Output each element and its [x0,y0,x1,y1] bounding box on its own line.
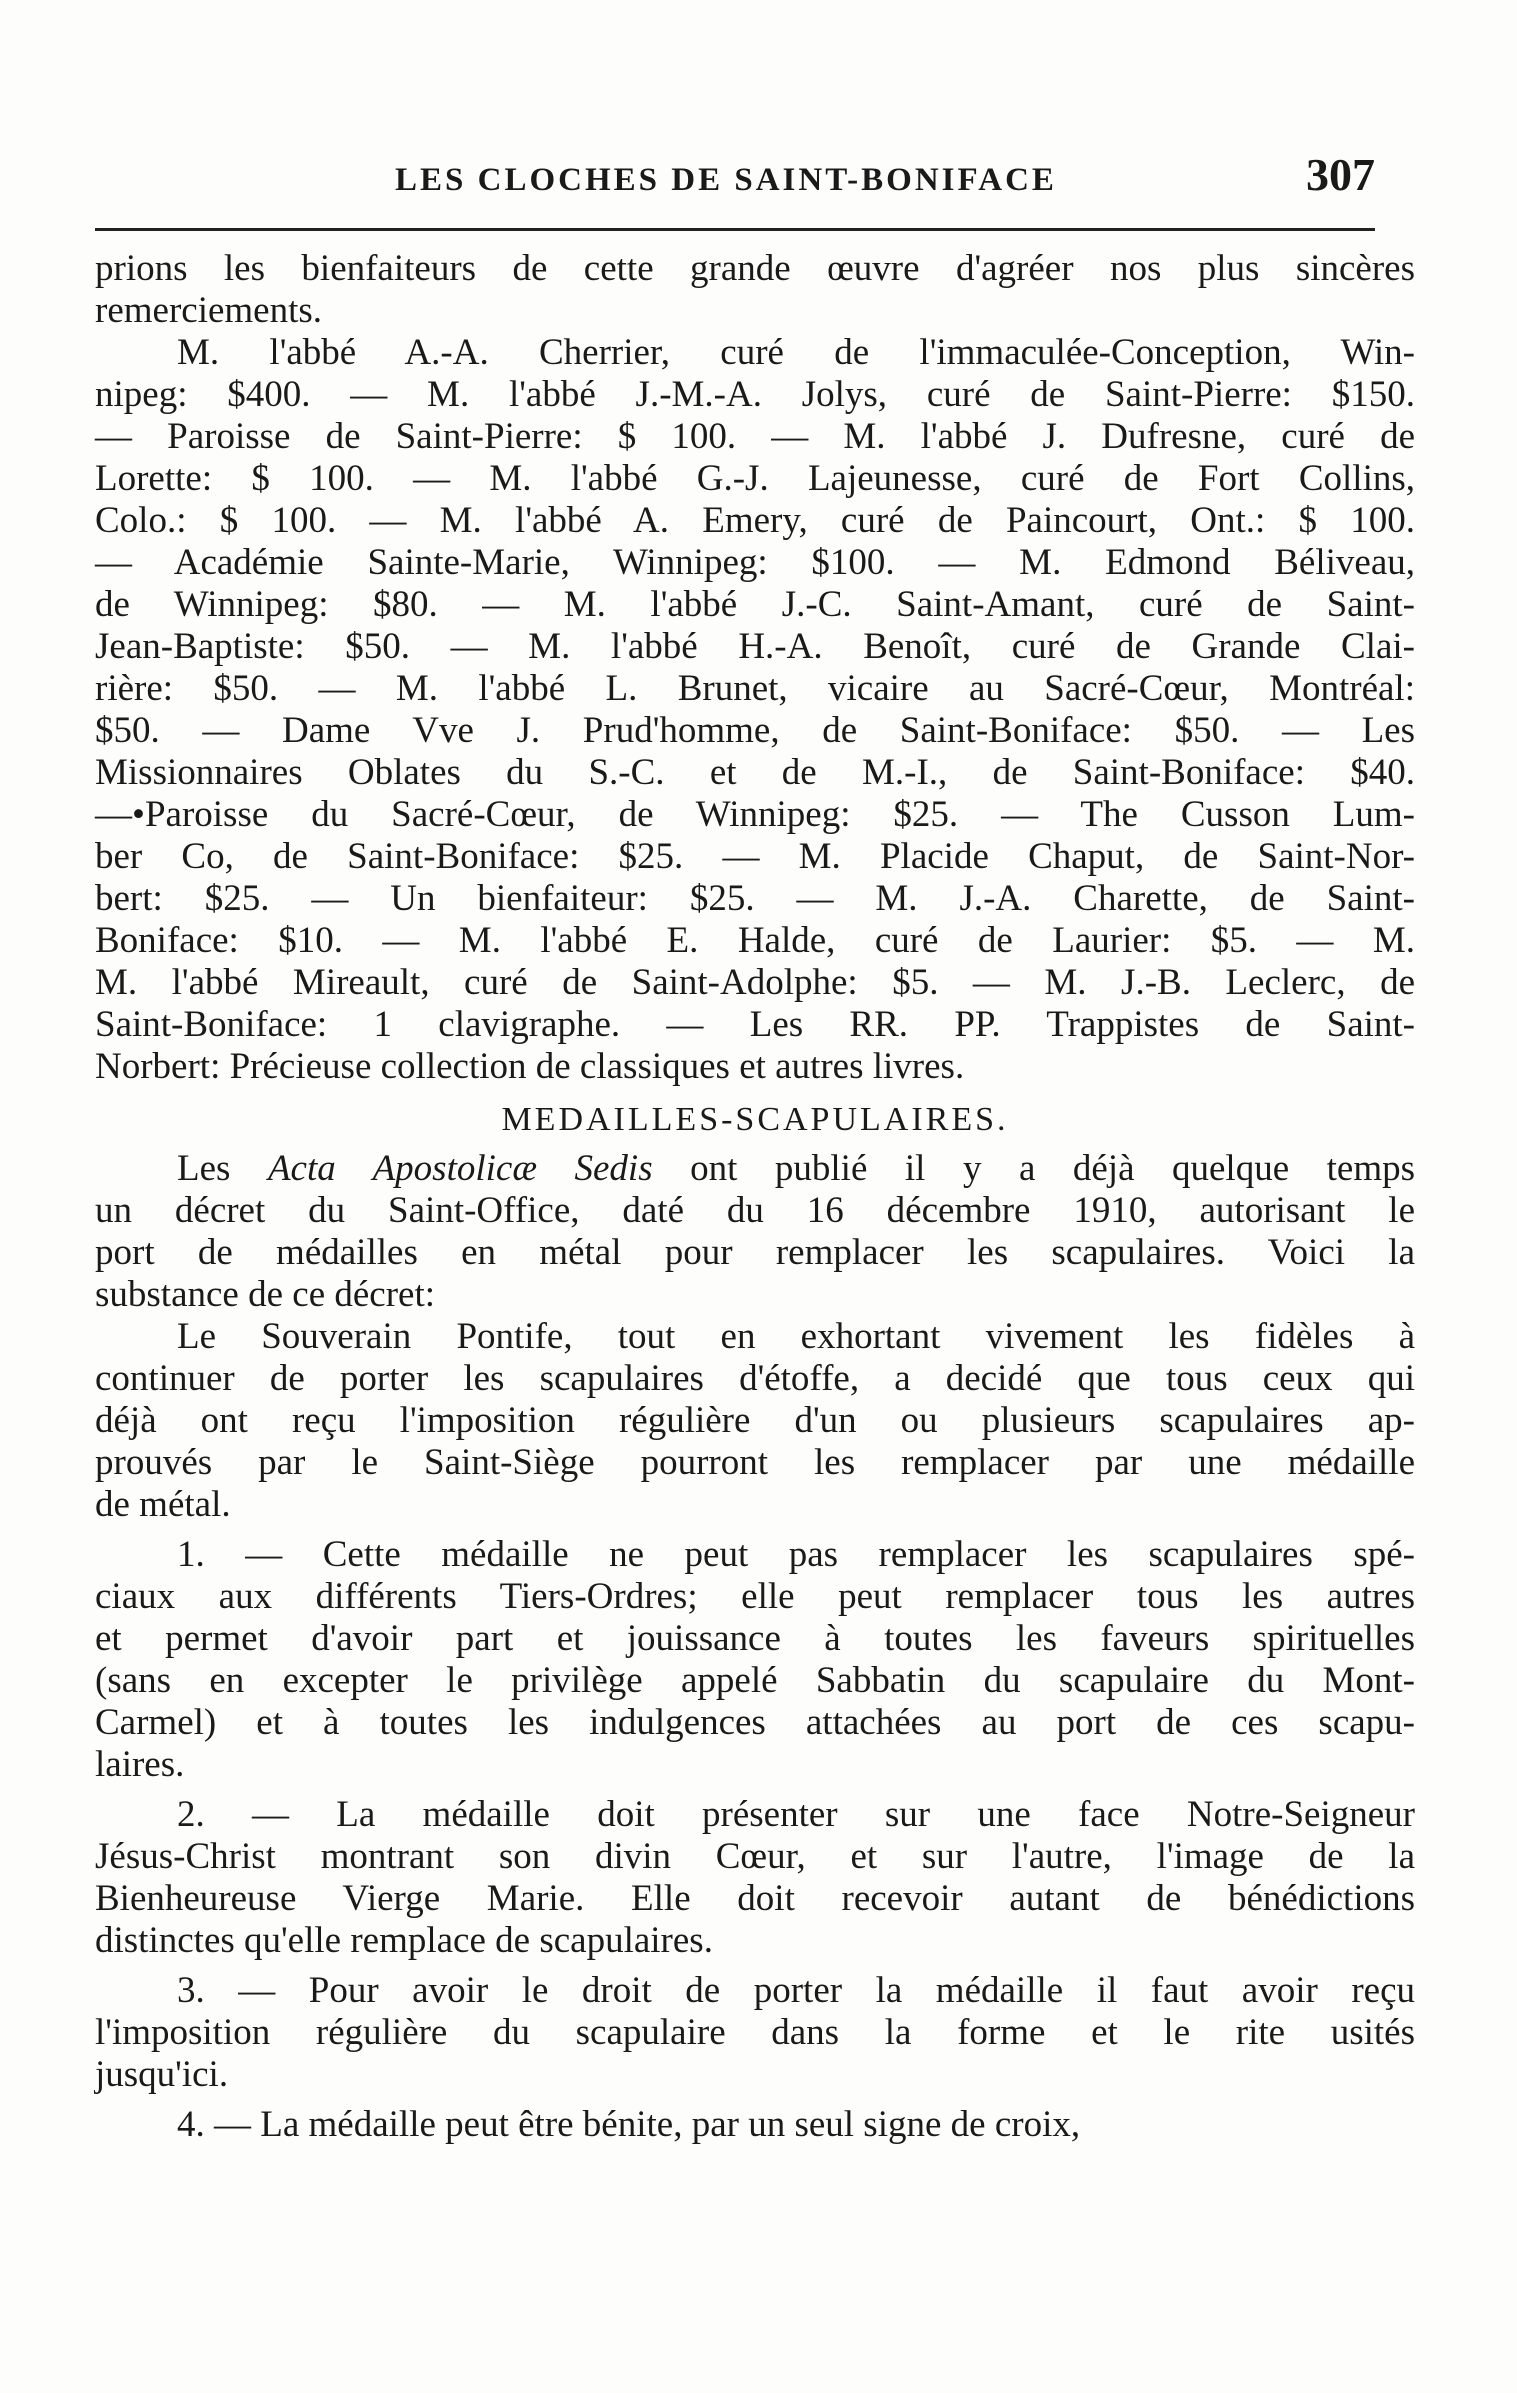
text-line: de métal. [95,1484,231,1525]
text-line: remerciements. [95,290,323,331]
text-line: $50. — Dame Vve J. Prud'homme, de Saint-Boniface: $50. — Les [95,710,1415,751]
text-line: M. l'abbé A.-A. Cherrier, curé de l'immaculée-Conception, Win- [177,332,1415,373]
text-line: laires. [95,1744,185,1785]
text-line: substance de ce décret: [95,1274,436,1315]
text-line: l'imposition régulière du scapulaire dans la forme et le rite usités [95,2012,1415,2053]
text-line: Jésus-Christ montrant son divin Cœur, et sur l'autre, l'image de la [95,1836,1415,1877]
text-line: prions les bienfaiteurs de cette grande œuvre d'agréer nos plus sincères [95,248,1415,289]
text-line: continuer de porter les scapulaires d'étoffe, a decidé que tous ceux qui [95,1358,1415,1399]
text-line: (sans en excepter le privilège appelé Sabbatin du scapulaire du Mont- [95,1660,1415,1701]
intro-text: ont publié il y a déjà quelque temps [652,1148,1415,1189]
header-rule [95,228,1375,231]
section-heading: MEDAILLES-SCAPULAIRES. [501,1101,1009,1138]
text-line: bert: $25. — Un bienfaiteur: $25. — M. J.-A. Charette, de Saint- [95,878,1415,919]
running-head [95,148,1375,218]
text-line: port de médailles en métal pour remplacer les scapulaires. Voici la [95,1232,1415,1273]
text-line: prouvés par le Saint-Siège pourront les remplacer par une médaille [95,1442,1415,1483]
text-line: 1. — Cette médaille ne peut pas remplacer les scapulaires spé- [177,1534,1415,1575]
text-line: déjà ont reçu l'imposition régulière d'un ou plusieurs scapulaires ap- [95,1400,1415,1441]
text-line: Saint-Boniface: 1 clavigraphe. — Les RR. PP. Trappistes de Saint- [95,1004,1415,1045]
text-line: — Académie Sainte-Marie, Winnipeg: $100. — M. Edmond Béliveau, [95,542,1415,583]
text-line: Norbert: Précieuse collection de classiques et autres livres. [95,1046,965,1087]
publication-title: Acta Apostolicæ Sedis [267,1148,653,1189]
text-line: 3. — Pour avoir le droit de porter la médaille il faut avoir reçu [177,1970,1415,2011]
text-line: Colo.: $ 100. — M. l'abbé A. Emery, curé de Paincourt, Ont.: $ 100. [95,500,1415,541]
text-line: Boniface: $10. — M. l'abbé E. Halde, curé de Laurier: $5. — M. [95,920,1415,961]
text-line: 4. — La médaille peut être bénite, par un seul signe de croix, [177,2104,1081,2145]
text-line: Carmel) et à toutes les indulgences attachées au port de ces scapu- [95,1702,1415,1743]
text-line: ber Co, de Saint-Boniface: $25. — M. Placide Chaput, de Saint-Nor- [95,836,1415,877]
text-line: jusqu'ici. [95,2054,229,2095]
text-line: nipeg: $400. — M. l'abbé J.-M.-A. Jolys, curé de Saint-Pierre: $150. [95,374,1415,415]
running-title: LES CLOCHES DE SAINT-BONIFACE [395,162,1057,198]
intro-text: Les [177,1148,268,1189]
text-line: Jean-Baptiste: $50. — M. l'abbé H.-A. Benoît, curé de Grande Clai- [95,626,1415,667]
text-line: M. l'abbé Mireault, curé de Saint-Adolphe: $5. — M. J.-B. Leclerc, de [95,962,1415,1003]
text-line: Missionnaires Oblates du S.-C. et de M.-I., de Saint-Boniface: $40. [95,752,1415,793]
text-line: distinctes qu'elle remplace de scapulaires. [95,1920,713,1961]
text-line: et permet d'avoir part et jouissance à toutes les faveurs spirituelles [95,1618,1415,1659]
text-line: ciaux aux différents Tiers-Ordres; elle peut remplacer tous les autres [95,1576,1415,1617]
text-line: 2. — La médaille doit présenter sur une face Notre-Seigneur [177,1794,1415,1835]
text-line: Le Souverain Pontife, tout en exhortant vivement les fidèles à [177,1316,1415,1357]
text-line: Lorette: $ 100. — M. l'abbé G.-J. Lajeunesse, curé de Fort Collins, [95,458,1415,499]
text-line: Bienheureuse Vierge Marie. Elle doit recevoir autant de bénédictions [95,1878,1415,1919]
text-line: rière: $50. — M. l'abbé L. Brunet, vicaire au Sacré-Cœur, Montréal: [95,668,1415,709]
text-line [95,1148,1415,1190]
text-line: un décret du Saint-Office, daté du 16 décembre 1910, autorisant le [95,1190,1415,1231]
text-line: — Paroisse de Saint-Pierre: $ 100. — M. l'abbé J. Dufresne, curé de [95,416,1415,457]
body-text [95,248,1415,2146]
page-number: 307 [1306,149,1375,200]
text-line: de Winnipeg: $80. — M. l'abbé J.-C. Saint-Amant, curé de Saint- [95,584,1415,625]
text-line: —•Paroisse du Sacré-Cœur, de Winnipeg: $25. — The Cusson Lum- [95,794,1415,835]
